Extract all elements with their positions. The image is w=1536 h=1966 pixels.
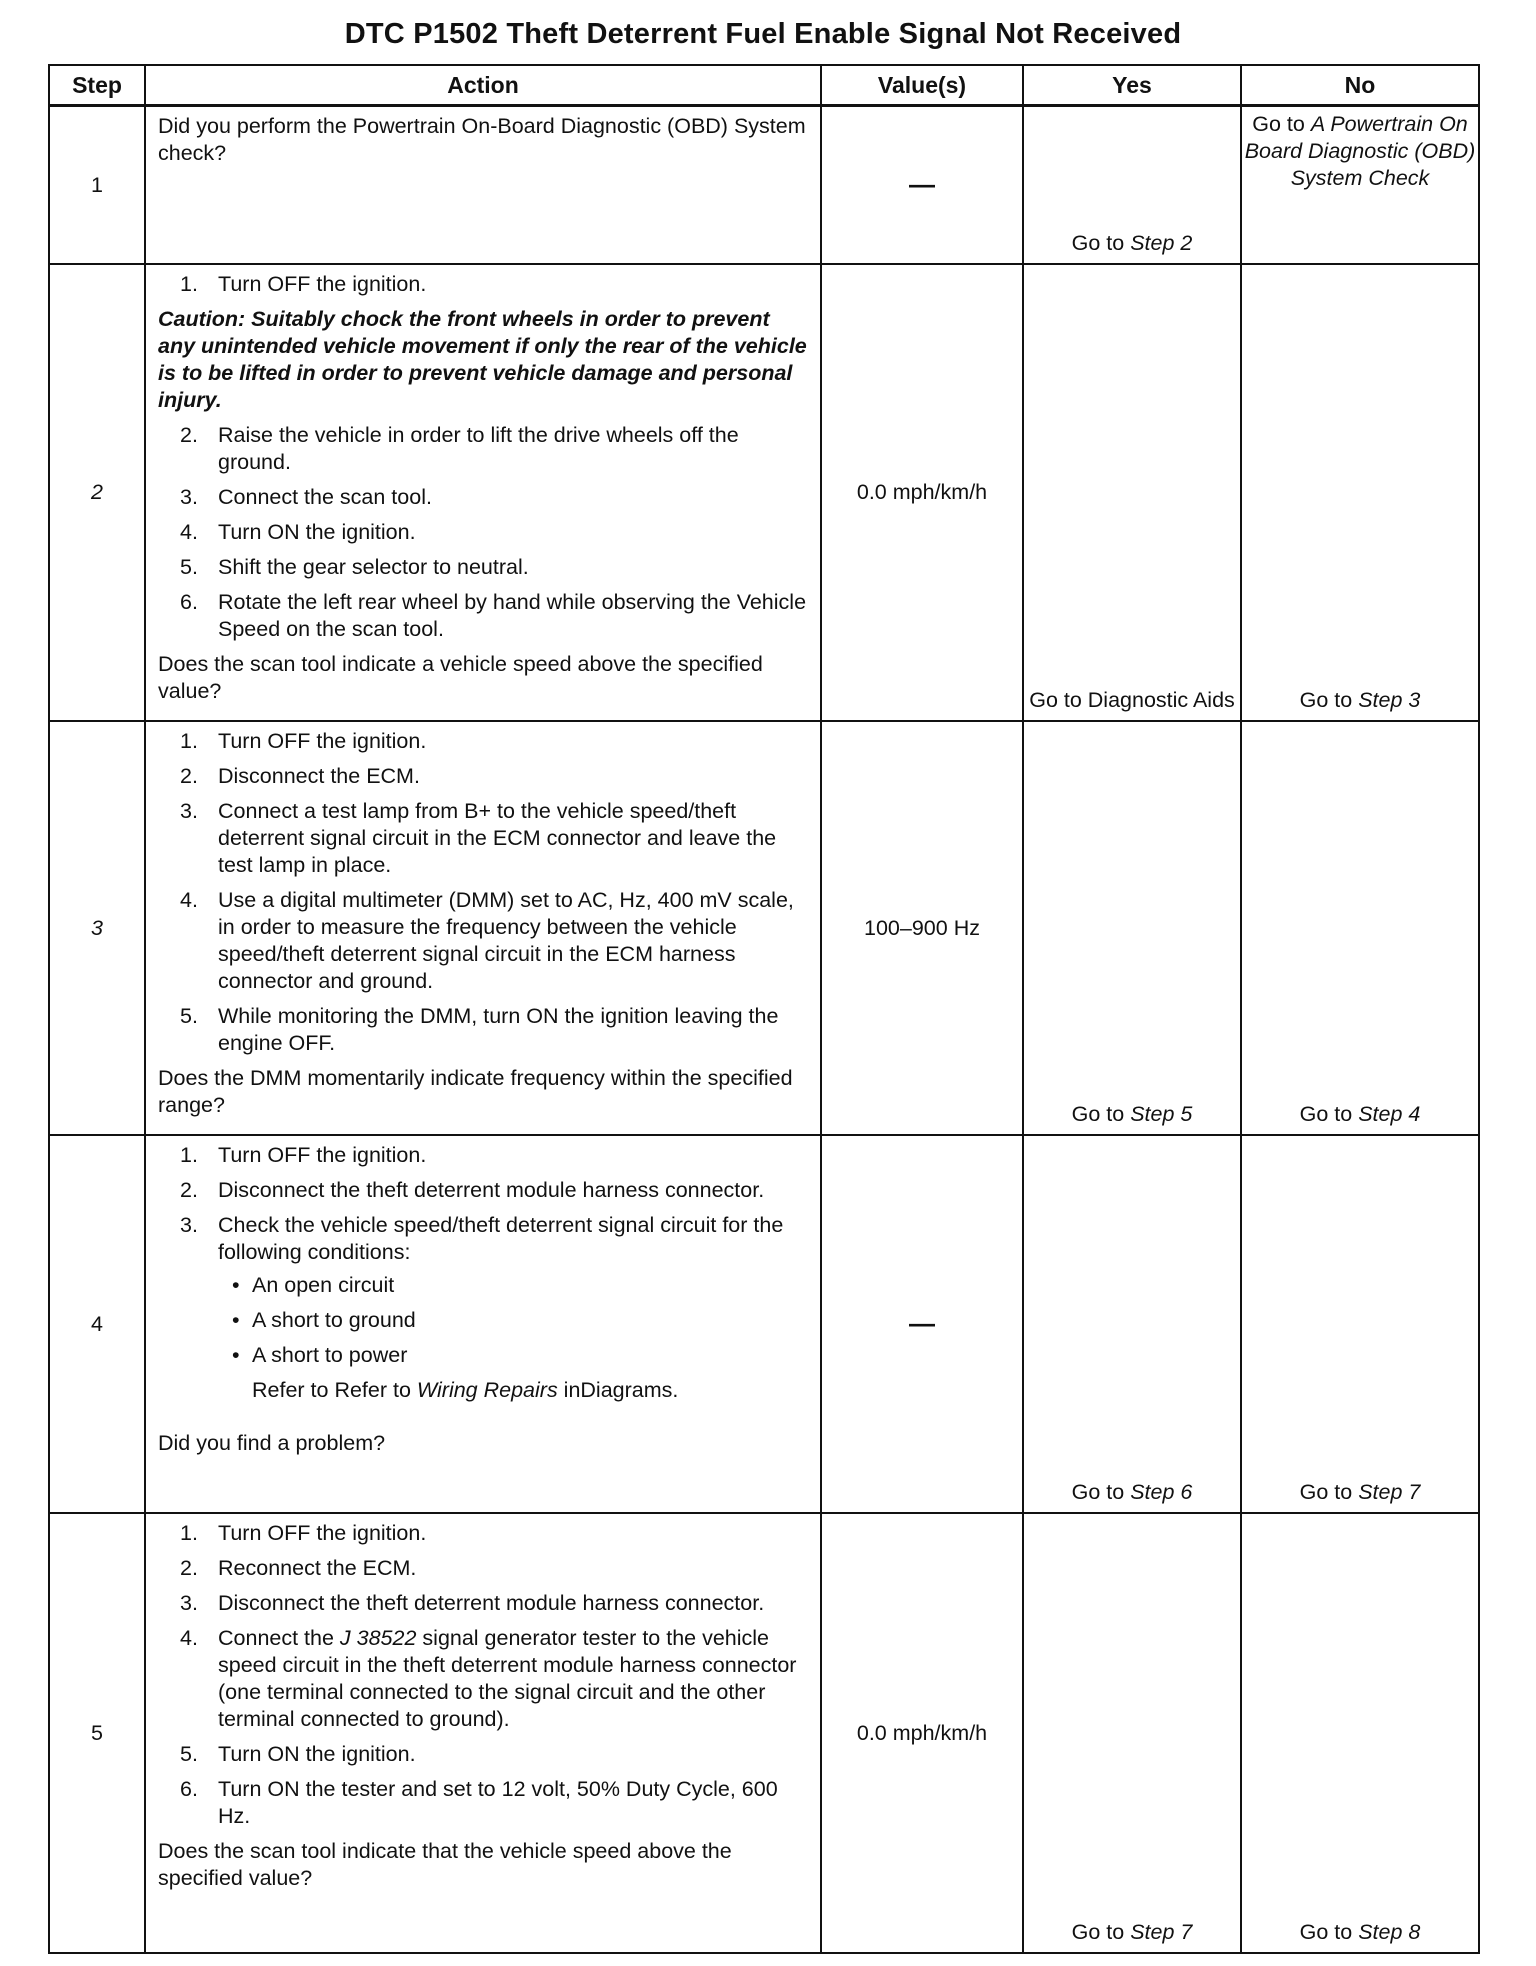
action-step: 3. Disconnect the theft deterrent module harness connector. — [180, 1591, 765, 1615]
question-text: Did you find a problem? — [158, 1431, 386, 1455]
action-cell — [145, 1513, 821, 1953]
action-steps — [158, 422, 810, 643]
table-row — [49, 1135, 1479, 1513]
table-row — [49, 1513, 1479, 1953]
value-text: — — [909, 168, 935, 199]
value-cell — [821, 106, 1023, 265]
table-row — [49, 264, 1479, 721]
list-item: • A short to power — [218, 1342, 810, 1369]
action-step: 2. Disconnect the theft deterrent module harness connector. — [180, 1178, 765, 1202]
diagnostic-table — [48, 64, 1480, 1954]
yes-cell — [1023, 721, 1241, 1135]
action-steps — [158, 1520, 810, 1830]
header-values: Value(s) — [821, 65, 1023, 106]
action-cell — [145, 106, 821, 265]
step-number: 5 — [49, 1513, 145, 1953]
yes-step-link[interactable]: Step 2 — [1130, 231, 1193, 255]
action-step: 4. Connect the J 38522 signal generator tester to the vehicle speed circuit in the theft deterrent module harness connector (one terminal connected to the signal circuit and the other terminal connected to ground). — [180, 1626, 797, 1731]
question-text: Does the scan tool indicate a vehicle speed above the specified value? — [158, 652, 763, 703]
action-step: 3. Connect the scan tool. — [180, 485, 432, 509]
action-step: 5. While monitoring the DMM, turn ON the ignition leaving the engine OFF. — [180, 1004, 779, 1055]
wiring-repairs-link[interactable]: Wiring Repairs — [416, 1378, 558, 1402]
refer-note: Refer to Refer to Wiring Repairs inDiagrams. — [252, 1378, 679, 1402]
yes-diagnostic-aids-link[interactable]: Go to Diagnostic Aids — [1029, 688, 1235, 712]
yes-prefix: Go to — [1071, 231, 1131, 255]
action-step: 1. Turn OFF the ignition. — [180, 1143, 427, 1167]
yes-prefix: Go to — [1071, 1480, 1131, 1504]
no-prefix: Go to — [1299, 1920, 1359, 1944]
step-number: 4 — [49, 1135, 145, 1513]
header-yes: Yes — [1023, 65, 1241, 106]
action-step: 6. Turn ON the tester and set to 12 volt, 50% Duty Cycle, 600 Hz. — [180, 1777, 778, 1828]
no-step-link[interactable]: Step 8 — [1358, 1920, 1421, 1944]
yes-cell — [1023, 106, 1241, 265]
action-step: 5. Turn ON the ignition. — [180, 1742, 416, 1766]
no-prefix: Go to — [1299, 688, 1359, 712]
question-text: Did you perform the Powertrain On-Board Diagnostic (OBD) System check? — [158, 114, 806, 165]
action-step: 4. Use a digital multimeter (DMM) set to AC, Hz, 400 mV scale, in order to measure the frequency between the vehicle speed/theft deterrent signal circuit in the ECM harness connector and ground. — [180, 888, 794, 993]
yes-cell — [1023, 1513, 1241, 1953]
step-number: 1 — [49, 106, 145, 265]
yes-prefix: Go to — [1071, 1920, 1131, 1944]
action-steps — [158, 271, 810, 298]
action-cell — [145, 1135, 821, 1513]
no-cell — [1241, 264, 1479, 721]
no-cell — [1241, 721, 1479, 1135]
value-cell — [821, 1135, 1023, 1513]
action-step: 1. Turn OFF the ignition. — [180, 272, 427, 296]
step-number: 2 — [49, 264, 145, 721]
list-item: • A short to ground — [218, 1307, 810, 1334]
question-text: Does the DMM momentarily indicate frequency within the specified range? — [158, 1066, 793, 1117]
no-cell — [1241, 1135, 1479, 1513]
action-step: 3. Connect a test lamp from B+ to the vehicle speed/theft deterrent signal circuit in the ECM connector and leave the test lamp in place. — [180, 799, 777, 877]
no-step-link[interactable]: Step 3 — [1358, 688, 1421, 712]
document-title: DTC P1502 Theft Deterrent Fuel Enable Signal Not Received — [344, 18, 1182, 50]
list-item: • An open circuit — [218, 1272, 810, 1299]
no-step-link[interactable]: Step 7 — [1358, 1480, 1421, 1504]
header-no: No — [1241, 65, 1479, 106]
action-cell — [145, 721, 821, 1135]
value-text: — — [909, 1307, 935, 1338]
value-cell: 0.0 mph/km/h — [821, 1513, 1023, 1953]
caution-text: Caution: Suitably chock the front wheels in order to prevent any unintended vehicle movement if only the rear of the vehicle is to be lifted in order to prevent vehicle damage and personal injury. — [158, 307, 807, 412]
no-cell — [1241, 106, 1479, 265]
table-header-row — [49, 65, 1479, 106]
yes-step-link[interactable]: Step 7 — [1130, 1920, 1193, 1944]
tool-number: J 38522 — [339, 1626, 417, 1650]
table-row — [49, 106, 1479, 265]
no-cell — [1241, 1513, 1479, 1953]
no-prefix: Go to — [1299, 1102, 1359, 1126]
action-step: 2. Reconnect the ECM. — [180, 1556, 417, 1580]
yes-step-link[interactable]: Step 5 — [1130, 1102, 1193, 1126]
step-number: 3 — [49, 721, 145, 1135]
header-step: Step — [49, 65, 145, 106]
action-step: 4. Turn ON the ignition. — [180, 520, 416, 544]
action-step: 2. Raise the vehicle in order to lift the drive wheels off the ground. — [180, 423, 739, 474]
value-cell: 100–900 Hz — [821, 721, 1023, 1135]
no-step-link[interactable]: Step 4 — [1358, 1102, 1421, 1126]
action-steps — [158, 1142, 810, 1404]
no-prefix: Go to — [1299, 1480, 1359, 1504]
action-step: 5. Shift the gear selector to neutral. — [180, 555, 529, 579]
header-action: Action — [145, 65, 821, 106]
action-step: 1. Turn OFF the ignition. — [180, 1521, 427, 1545]
value-cell: 0.0 mph/km/h — [821, 264, 1023, 721]
table-row — [49, 721, 1479, 1135]
no-prefix: Go to — [1252, 112, 1311, 136]
question-text: Does the scan tool indicate that the vehicle speed above the specified value? — [158, 1839, 732, 1890]
action-steps — [158, 728, 810, 1057]
yes-step-link[interactable]: Step 6 — [1130, 1480, 1193, 1504]
action-step: 3. Check the vehicle speed/theft deterrent signal circuit for the following conditions: • An open circuit • A short to ground • A short to power Refer to Refer to Wiring Repairs inDiagrams. — [158, 1212, 810, 1404]
action-step: 1. Turn OFF the ignition. — [180, 729, 427, 753]
yes-cell — [1023, 264, 1241, 721]
action-cell — [145, 264, 821, 721]
action-step: 2. Disconnect the ECM. — [180, 764, 420, 788]
no-obd-check-link[interactable]: A Powertrain On Board Diagnostic (OBD) System Check — [1244, 112, 1476, 190]
yes-prefix: Go to — [1071, 1102, 1131, 1126]
condition-list — [218, 1272, 810, 1369]
yes-cell — [1023, 1135, 1241, 1513]
action-step: 6. Rotate the left rear wheel by hand while observing the Vehicle Speed on the scan tool. — [180, 590, 807, 641]
